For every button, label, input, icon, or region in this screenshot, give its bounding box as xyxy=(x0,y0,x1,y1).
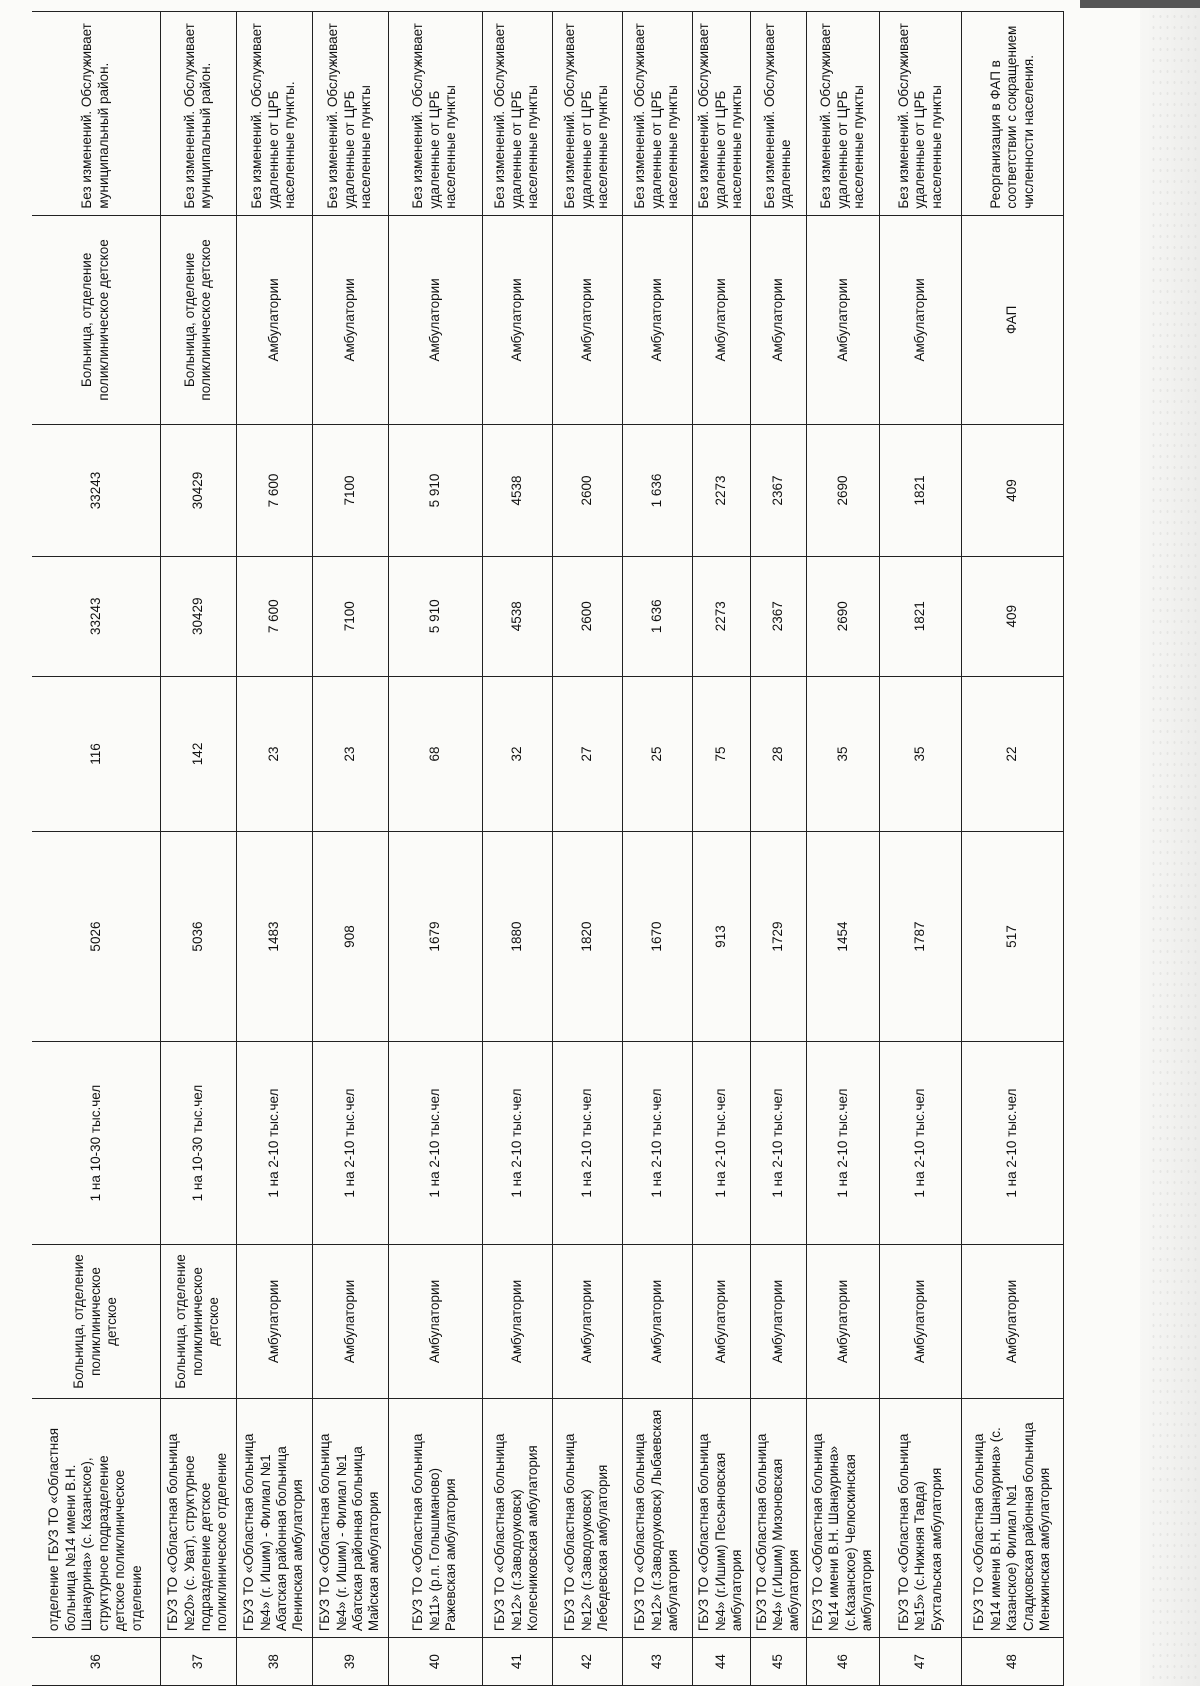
note-cell: Без изменений. Обслуживает удаленные от ЦРБ населенные пункты. xyxy=(236,12,312,216)
population-cell: 1670 xyxy=(622,832,692,1042)
served-population-cell: 7100 xyxy=(312,556,388,676)
population-cell: 1787 xyxy=(879,832,961,1042)
note-cell: Без изменений. Обслуживает удаленные от ЦРБ населенные пункты xyxy=(692,12,750,216)
table-row xyxy=(961,12,1063,1686)
row-number-cell: 44 xyxy=(692,1638,750,1686)
facility-type-cell: Амбулатории xyxy=(622,1245,692,1398)
facility-type-cell: Амбулатории xyxy=(750,1245,806,1398)
distance-cell: 35 xyxy=(806,676,879,832)
rotated-table-container xyxy=(32,0,1147,1686)
table-row xyxy=(388,12,482,1686)
note-cell: Без изменений. Обслуживает удаленные xyxy=(750,12,806,216)
table-row xyxy=(32,12,160,1686)
facility-type-cell: Амбулатории xyxy=(312,1245,388,1398)
note-cell: Без изменений. Обслуживает удаленные от ЦРБ населенные пункты xyxy=(482,12,552,216)
population-cell: 1729 xyxy=(750,832,806,1042)
served-population-cell: 30429 xyxy=(160,556,236,676)
distance-cell: 22 xyxy=(961,676,1063,832)
population-cell: 5036 xyxy=(160,832,236,1042)
table-row xyxy=(692,12,750,1686)
norm-value-cell: 1 на 2-10 тыс.чел xyxy=(388,1041,482,1245)
norm-value-cell: 1 на 2-10 тыс.чел xyxy=(692,1041,750,1245)
scan-noise xyxy=(1150,0,1200,1686)
row-number-cell: 40 xyxy=(388,1638,482,1686)
row-number-cell: 43 xyxy=(622,1638,692,1686)
facility-type-cell: Амбулатории xyxy=(879,1245,961,1398)
organization-name-cell: ГБУЗ ТО «Областная больница №14 имени В.Н. Шанаурина» (с.Казанское) Челюскинская амбулатория xyxy=(806,1398,879,1637)
planned-population-cell: 5 910 xyxy=(388,425,482,557)
distance-cell: 35 xyxy=(879,676,961,832)
organization-name-cell: ГБУЗ ТО «Областная больница №4» (г. Ишим) - Филиал №1 Абатская районная больница Майская амбулатория xyxy=(312,1398,388,1637)
distance-cell: 28 xyxy=(750,676,806,832)
target-facility-type-cell: Амбулатории xyxy=(879,215,961,425)
target-facility-type-cell: Больница, отделение поликлиническое детское xyxy=(32,215,160,425)
norm-value-cell: 1 на 10-30 тыс.чел xyxy=(32,1041,160,1245)
population-cell: 908 xyxy=(312,832,388,1042)
target-facility-type-cell: Амбулатории xyxy=(750,215,806,425)
distance-cell: 142 xyxy=(160,676,236,832)
organization-name-cell: ГБУЗ ТО «Областная больница №4» (г.Ишим) Мизоновская амбулатория xyxy=(750,1398,806,1637)
target-facility-type-cell: Амбулатории xyxy=(806,215,879,425)
facility-type-cell: Амбулатории xyxy=(552,1245,622,1398)
note-cell: Без изменений. Обслуживает удаленные от ЦРБ населенные пункты xyxy=(388,12,482,216)
served-population-cell: 4538 xyxy=(482,556,552,676)
population-cell: 1483 xyxy=(236,832,312,1042)
organization-name-cell: ГБУЗ ТО «Областная больница №15» (с.Нижняя Тавда) Бухтальская амбулатория xyxy=(879,1398,961,1637)
distance-cell: 75 xyxy=(692,676,750,832)
note-cell: Без изменений. Обслуживает муниципальный район. xyxy=(32,12,160,216)
facility-type-cell: Амбулатории xyxy=(806,1245,879,1398)
served-population-cell: 7 600 xyxy=(236,556,312,676)
facility-type-cell: Амбулатории xyxy=(961,1245,1063,1398)
planned-population-cell: 2367 xyxy=(750,425,806,557)
target-facility-type-cell: Амбулатории xyxy=(692,215,750,425)
served-population-cell: 1821 xyxy=(879,556,961,676)
facility-type-cell: Больница, отделение поликлиническое детское xyxy=(32,1245,160,1398)
population-cell: 1880 xyxy=(482,832,552,1042)
table-row xyxy=(750,12,806,1686)
organization-name-cell: ГБУЗ ТО «Областная больница №11» (р.п. Голышманово) Ражевская амбулатория xyxy=(388,1398,482,1637)
target-facility-type-cell: Амбулатории xyxy=(236,215,312,425)
facility-type-cell: Больница, отделение поликлиническое детское xyxy=(160,1245,236,1398)
facilities-table xyxy=(32,11,1064,1686)
table-row xyxy=(236,12,312,1686)
planned-population-cell: 30429 xyxy=(160,425,236,557)
norm-value-cell: 1 на 2-10 тыс.чел xyxy=(552,1041,622,1245)
note-cell: Без изменений. Обслуживает удаленные от ЦРБ населенные пункты xyxy=(552,12,622,216)
norm-value-cell: 1 на 2-10 тыс.чел xyxy=(236,1041,312,1245)
organization-name-cell: ГБУЗ ТО «Областная больница №4» (г.Ишим) Песьяновская амбулатория xyxy=(692,1398,750,1637)
planned-population-cell: 2273 xyxy=(692,425,750,557)
served-population-cell: 2367 xyxy=(750,556,806,676)
distance-cell: 23 xyxy=(236,676,312,832)
note-cell: Без изменений. Обслуживает удаленные от ЦРБ населенные пункты xyxy=(622,12,692,216)
planned-population-cell: 4538 xyxy=(482,425,552,557)
row-number-cell: 46 xyxy=(806,1638,879,1686)
norm-value-cell: 1 на 2-10 тыс.чел xyxy=(482,1041,552,1245)
planned-population-cell: 1 636 xyxy=(622,425,692,557)
row-number-cell: 48 xyxy=(961,1638,1063,1686)
planned-population-cell: 1821 xyxy=(879,425,961,557)
row-number-cell: 38 xyxy=(236,1638,312,1686)
target-facility-type-cell: Амбулатории xyxy=(482,215,552,425)
row-number-cell: 47 xyxy=(879,1638,961,1686)
population-cell: 1820 xyxy=(552,832,622,1042)
target-facility-type-cell: Амбулатории xyxy=(552,215,622,425)
distance-cell: 68 xyxy=(388,676,482,832)
organization-name-cell: ГБУЗ ТО «Областная больница №12» (г.Заводоуковск) Лебедевская амбулатория xyxy=(552,1398,622,1637)
row-number-cell: 41 xyxy=(482,1638,552,1686)
norm-value-cell: 1 на 2-10 тыс.чел xyxy=(879,1041,961,1245)
row-number-cell: 37 xyxy=(160,1638,236,1686)
row-number-cell: 42 xyxy=(552,1638,622,1686)
population-cell: 5026 xyxy=(32,832,160,1042)
norm-value-cell: 1 на 2-10 тыс.чел xyxy=(622,1041,692,1245)
distance-cell: 25 xyxy=(622,676,692,832)
organization-name-cell: ГБУЗ ТО «Областная больница №20» (с. Уват), структурное подразделение детское поликлиническое отделение xyxy=(160,1398,236,1637)
norm-value-cell: 1 на 10-30 тыс.чел xyxy=(160,1041,236,1245)
served-population-cell: 2273 xyxy=(692,556,750,676)
distance-cell: 23 xyxy=(312,676,388,832)
organization-name-cell: отделение ГБУЗ ТО «Областная больница №14 имени В.Н. Шанаурина» (с. Казанское), структурное подразделение детское поликлиническое отделение xyxy=(32,1398,160,1637)
planned-population-cell: 33243 xyxy=(32,425,160,557)
facility-type-cell: Амбулатории xyxy=(388,1245,482,1398)
norm-value-cell: 1 на 2-10 тыс.чел xyxy=(750,1041,806,1245)
population-cell: 517 xyxy=(961,832,1063,1042)
target-facility-type-cell: Амбулатории xyxy=(622,215,692,425)
served-population-cell: 33243 xyxy=(32,556,160,676)
table-row xyxy=(482,12,552,1686)
planned-population-cell: 7 600 xyxy=(236,425,312,557)
planned-population-cell: 2690 xyxy=(806,425,879,557)
row-number-cell: 36 xyxy=(32,1638,160,1686)
norm-value-cell: 1 на 2-10 тыс.чел xyxy=(961,1041,1063,1245)
note-cell: Без изменений. Обслуживает муниципальный район. xyxy=(160,12,236,216)
note-cell: Без изменений. Обслуживает удаленные от ЦРБ населенные пункты xyxy=(879,12,961,216)
organization-name-cell: ГБУЗ ТО «Областная больница №4» (г. Ишим) - Филиал №1 Абатская районная больница Ленинская амбулатория xyxy=(236,1398,312,1637)
table-row xyxy=(622,12,692,1686)
organization-name-cell: ГБУЗ ТО «Областная больница №12» (г.Заводоуковск) Колесниковская амбулатория xyxy=(482,1398,552,1637)
target-facility-type-cell: ФАП xyxy=(961,215,1063,425)
table-row xyxy=(160,12,236,1686)
target-facility-type-cell: Амбулатории xyxy=(388,215,482,425)
distance-cell: 27 xyxy=(552,676,622,832)
population-cell: 1679 xyxy=(388,832,482,1042)
facility-type-cell: Амбулатории xyxy=(236,1245,312,1398)
served-population-cell: 409 xyxy=(961,556,1063,676)
served-population-cell: 2690 xyxy=(806,556,879,676)
planned-population-cell: 7100 xyxy=(312,425,388,557)
note-cell: Реорганизация в ФАП в соответствии с сокращением численности населения. xyxy=(961,12,1063,216)
population-cell: 1454 xyxy=(806,832,879,1042)
table-body xyxy=(32,12,1063,1686)
row-number-cell: 39 xyxy=(312,1638,388,1686)
population-cell: 913 xyxy=(692,832,750,1042)
row-number-cell: 45 xyxy=(750,1638,806,1686)
planned-population-cell: 2600 xyxy=(552,425,622,557)
served-population-cell: 1 636 xyxy=(622,556,692,676)
target-facility-type-cell: Больница, отделение поликлиническое детское xyxy=(160,215,236,425)
norm-value-cell: 1 на 2-10 тыс.чел xyxy=(312,1041,388,1245)
table-row xyxy=(312,12,388,1686)
table-row xyxy=(806,12,879,1686)
facility-type-cell: Амбулатории xyxy=(482,1245,552,1398)
table-row xyxy=(552,12,622,1686)
planned-population-cell: 409 xyxy=(961,425,1063,557)
table-row xyxy=(879,12,961,1686)
note-cell: Без изменений. Обслуживает удаленные от ЦРБ населенные пункты xyxy=(312,12,388,216)
note-cell: Без изменений. Обслуживает удаленные от ЦРБ населенные пункты xyxy=(806,12,879,216)
facility-type-cell: Амбулатории xyxy=(692,1245,750,1398)
norm-value-cell: 1 на 2-10 тыс.чел xyxy=(806,1041,879,1245)
served-population-cell: 2600 xyxy=(552,556,622,676)
distance-cell: 116 xyxy=(32,676,160,832)
organization-name-cell: ГБУЗ ТО «Областная больница №12» (г.Заводоуковск) Лыбаевская амбулатория xyxy=(622,1398,692,1637)
organization-name-cell: ГБУЗ ТО «Областная больница №14 имени В.Н. Шанаурина» (с. Казанское) Филиал №1 Сладковская районная больница Менжинская амбулатория xyxy=(961,1398,1063,1637)
served-population-cell: 5 910 xyxy=(388,556,482,676)
target-facility-type-cell: Амбулатории xyxy=(312,215,388,425)
distance-cell: 32 xyxy=(482,676,552,832)
